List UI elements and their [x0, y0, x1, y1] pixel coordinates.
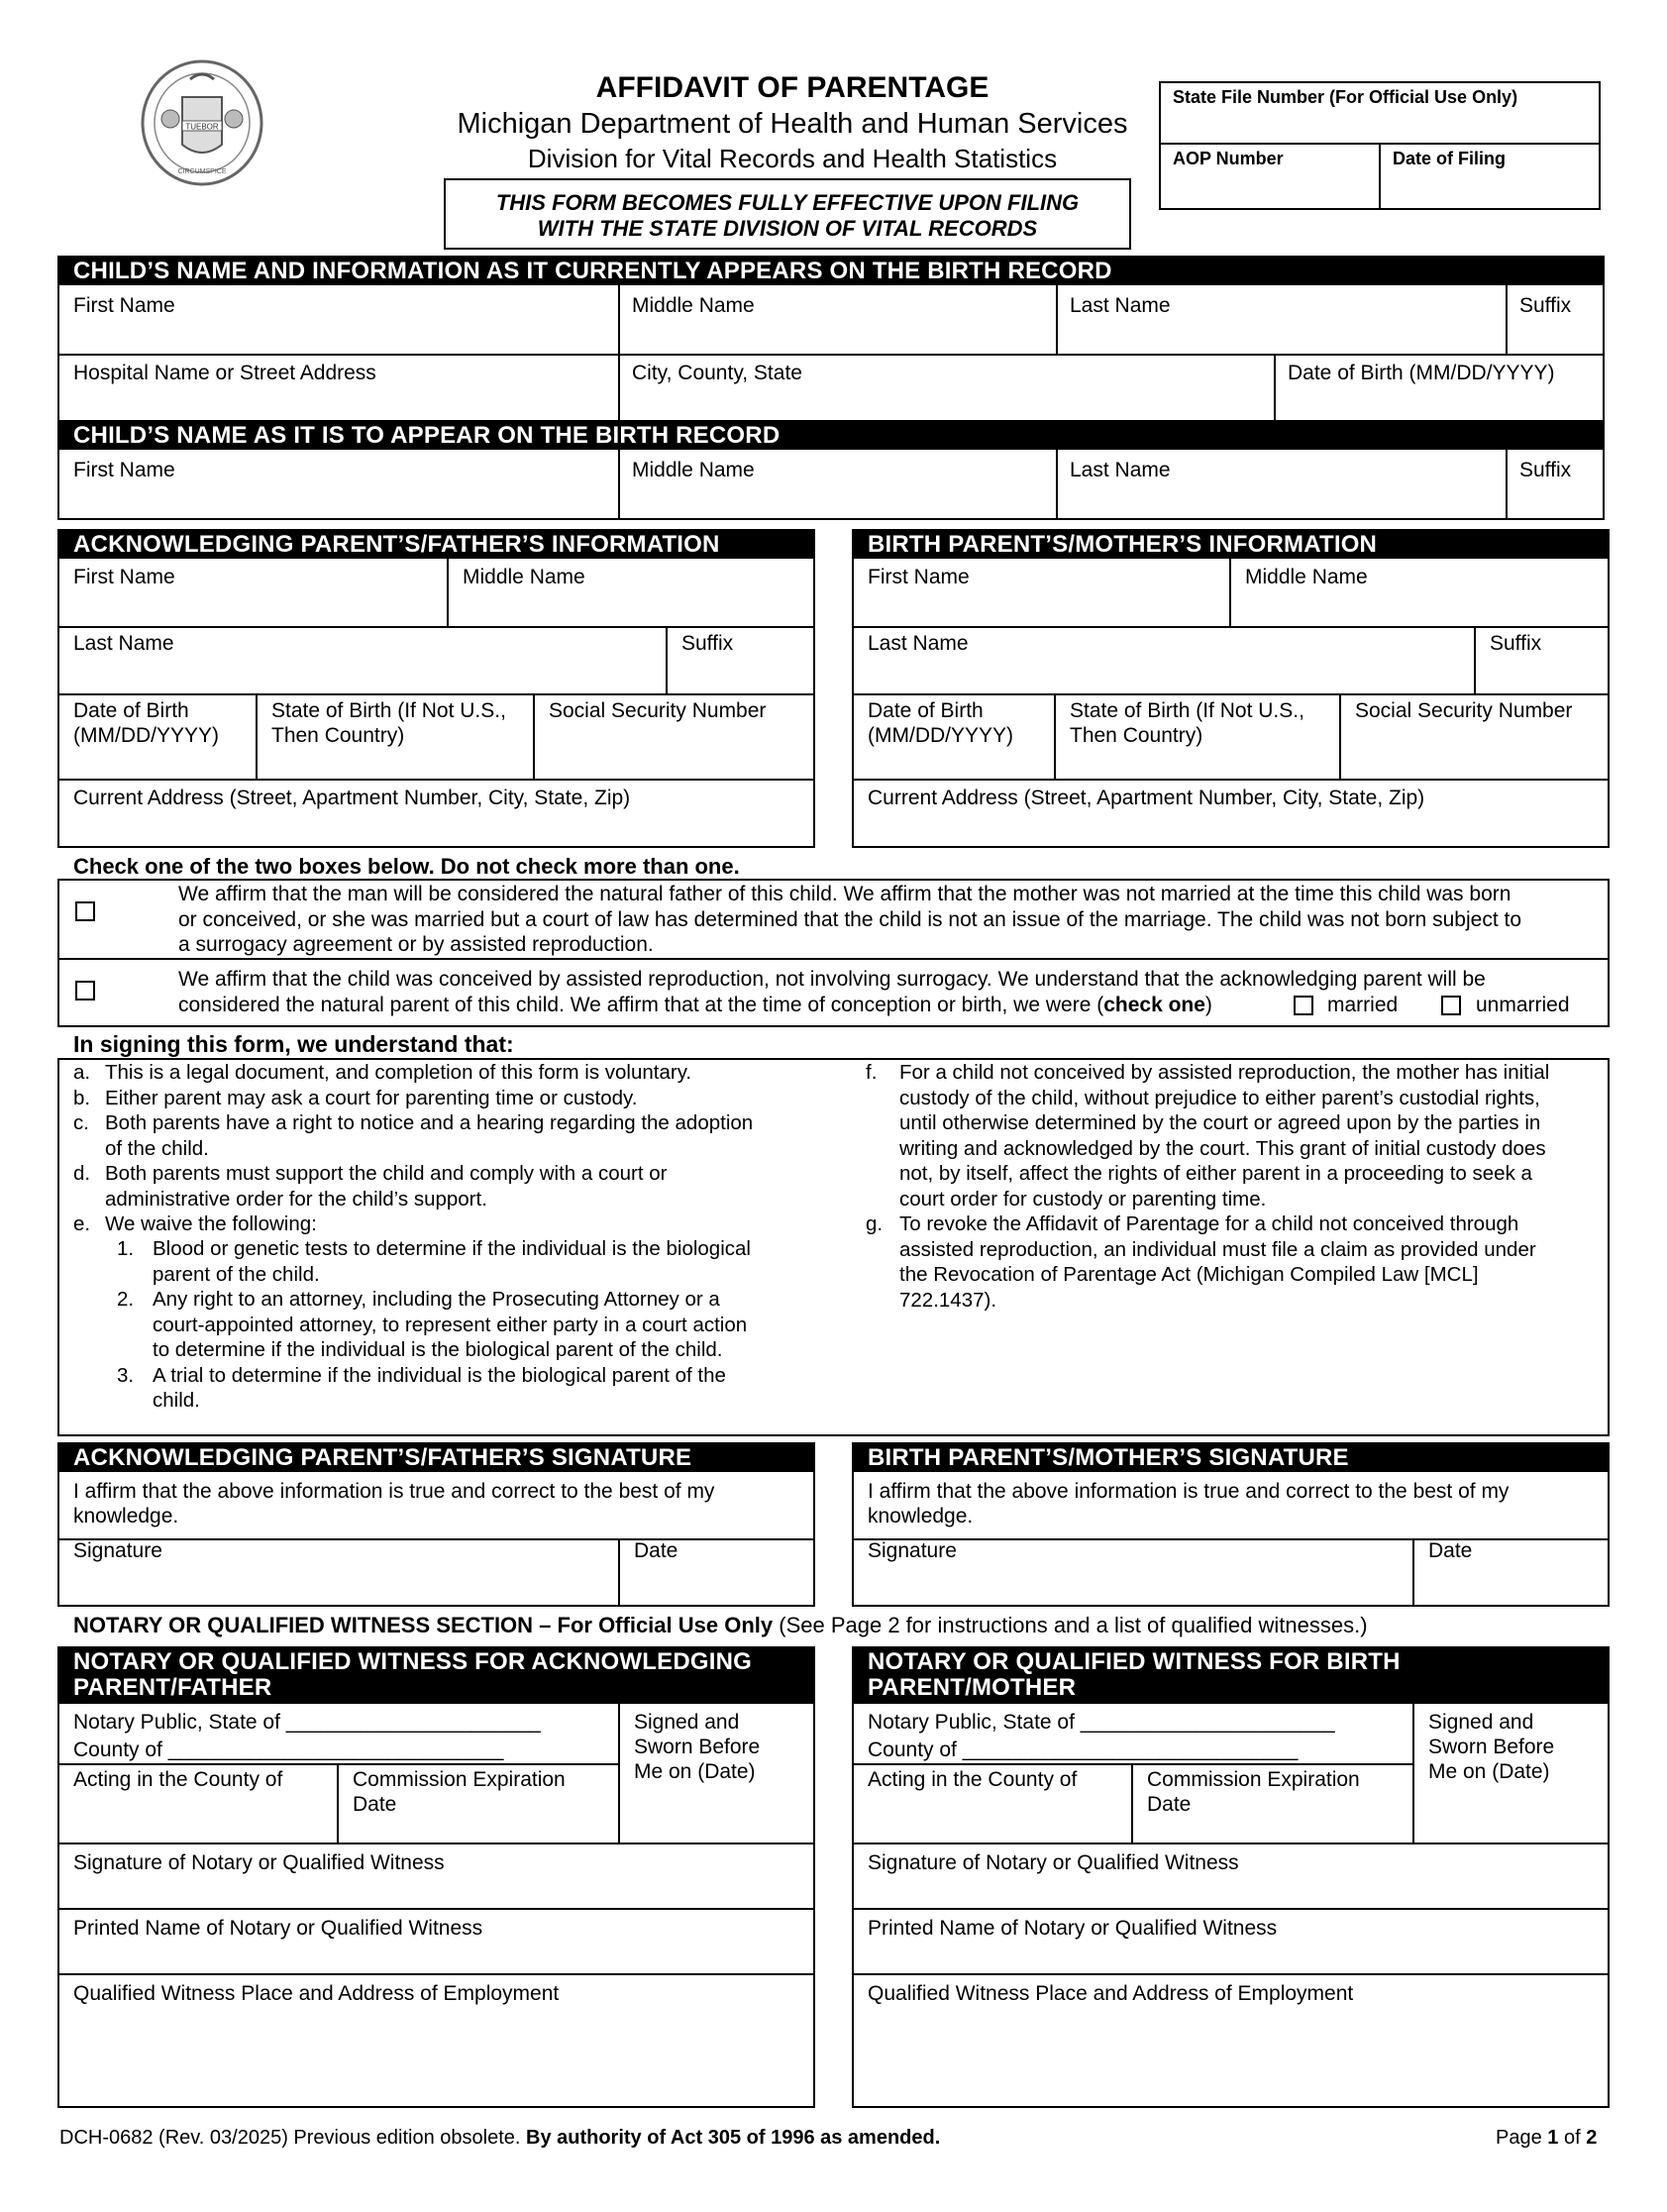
- understand-item: [73, 1161, 836, 1187]
- new-suffix-field[interactable]: Suffix: [1519, 459, 1572, 481]
- notary-father-heading: [57, 1646, 815, 1704]
- item-marker: c.: [73, 1111, 89, 1134]
- state-file-number-label: State File Number (For Official Use Only): [1173, 87, 1518, 107]
- understand-item: [117, 1363, 850, 1389]
- heading-line: PARENT/FATHER: [73, 1674, 272, 1701]
- assisted-reproduction-statement: [178, 967, 1486, 1017]
- understand-item: [866, 1288, 1599, 1314]
- understand-item: [73, 1136, 836, 1162]
- page-current: 1: [1547, 2127, 1559, 2149]
- father-ssn-field[interactable]: Social Security Number: [549, 699, 767, 722]
- item-text: administrative order for the child’s support.: [105, 1187, 487, 1211]
- item-text: This is a legal document, and completion of this form is voluntary.: [105, 1061, 692, 1084]
- mother-last-name-field[interactable]: Last Name: [868, 632, 969, 655]
- notary-father-employment-field[interactable]: Qualified Witness Place and Address of Employment: [73, 1982, 560, 2005]
- child-first-name-field[interactable]: First Name: [73, 294, 175, 317]
- child-new-heading: CHILD’S NAME AS IT IS TO APPEAR ON THE BIRTH RECORD: [57, 420, 1605, 450]
- item-marker: [117, 1313, 153, 1338]
- item-text: Any right to an attorney, including the Prosecuting Attorney or a: [153, 1288, 720, 1311]
- item-marker: 2.: [117, 1288, 135, 1311]
- married-checkbox[interactable]: [1294, 996, 1313, 1015]
- mother-state-of-birth-field[interactable]: State of Birth (If Not U.S.,: [1070, 699, 1304, 722]
- understand-item: [73, 1187, 836, 1212]
- mother-dob-field[interactable]: Date of Birth: [868, 699, 984, 722]
- date-of-filing-label: Date of Filing: [1393, 149, 1506, 168]
- item-text: the Revocation of Parentage Act (Michigan Compiled Law [MCL]: [899, 1263, 1479, 1286]
- item-marker: 3.: [117, 1363, 135, 1387]
- mother-signature-heading: BIRTH PARENT’S/MOTHER’S SIGNATURE: [852, 1442, 1610, 1472]
- notary-father-sworn-line-2: Sworn Before: [634, 1736, 761, 1758]
- item-text: parent of the child.: [153, 1262, 320, 1286]
- mother-address-field[interactable]: Current Address (Street, Apartment Number, City, State, Zip): [868, 787, 1425, 809]
- division-name: Division for Vital Records and Health Statistics: [527, 144, 1058, 173]
- mother-signature-date-field[interactable]: Date: [1428, 1539, 1473, 1562]
- child-suffix-field[interactable]: Suffix: [1519, 294, 1572, 317]
- father-dob-field[interactable]: Date of Birth: [73, 699, 189, 722]
- assisted-reproduction-checkbox[interactable]: [75, 981, 95, 1001]
- item-text: not, by itself, affect the rights of either parent in a proceeding to seek a: [899, 1162, 1532, 1185]
- mother-info-heading: BIRTH PARENT’S/MOTHER’S INFORMATION: [852, 529, 1610, 559]
- item-text: Both parents must support the child and comply with a court or: [105, 1162, 668, 1185]
- understand-item: [866, 1060, 1599, 1086]
- seal-motto: TUEBOR: [185, 122, 219, 132]
- notary-mother-sworn-line-2: Sworn Before: [1428, 1736, 1555, 1758]
- married-label: married: [1327, 994, 1399, 1016]
- notary-mother-commission-field[interactable]: Commission Expiration: [1147, 1768, 1360, 1791]
- notary-father-signature-field[interactable]: Signature of Notary or Qualified Witness: [73, 1851, 445, 1874]
- heading-line: PARENT/MOTHER: [868, 1674, 1077, 1701]
- page-total: 2: [1586, 2127, 1598, 2149]
- father-middle-name-field[interactable]: Middle Name: [463, 566, 585, 588]
- father-dob-format: (MM/DD/YYYY): [73, 724, 219, 747]
- item-marker: a.: [73, 1061, 91, 1084]
- notary-mother-acting-county-field[interactable]: Acting in the County of: [868, 1768, 1078, 1791]
- item-text: to determine if the individual is the biological parent of the child.: [153, 1338, 723, 1361]
- item-marker: [866, 1288, 899, 1314]
- father-suffix-field[interactable]: Suffix: [681, 632, 734, 655]
- item-text: of the child.: [105, 1136, 209, 1160]
- notary-mother-state-field[interactable]: Notary Public, State of ______________________: [868, 1711, 1335, 1734]
- father-signature-heading: ACKNOWLEDGING PARENT’S/FATHER’S SIGNATURE: [57, 1442, 815, 1472]
- understand-item: [117, 1337, 850, 1363]
- item-text: writing and acknowledged by the court. This grant of initial custody does: [899, 1136, 1546, 1160]
- item-marker: [866, 1237, 899, 1263]
- father-affirm-line-2: knowledge.: [73, 1505, 179, 1527]
- notary-father-county-field[interactable]: County of _____________________________: [73, 1738, 504, 1761]
- understand-list-right: [866, 1060, 1599, 1313]
- item-marker: 1.: [117, 1237, 135, 1260]
- item-text: A trial to determine if the individual is the biological parent of the: [153, 1363, 726, 1387]
- understand-item: [117, 1236, 850, 1262]
- notary-mother-employment-field[interactable]: Qualified Witness Place and Address of Employment: [868, 1982, 1354, 2005]
- notary-mother-printed-name-field[interactable]: Printed Name of Notary or Qualified Witness: [868, 1917, 1278, 1940]
- understand-item: [117, 1313, 850, 1338]
- item-marker: f.: [866, 1061, 878, 1084]
- item-text: For a child not conceived by assisted reproduction, the mother has initial: [899, 1061, 1550, 1084]
- form-number: DCH-0682 (Rev. 03/2025) Previous edition obsolete.: [59, 2127, 526, 2149]
- item-text: court-appointed attorney, to represent either party in a court action: [153, 1313, 748, 1336]
- item-marker: [117, 1262, 153, 1288]
- page-label: Page: [1496, 2127, 1548, 2149]
- item-marker: b.: [73, 1086, 91, 1109]
- item-marker: [866, 1086, 899, 1111]
- item-marker: [866, 1262, 899, 1288]
- hospital-address-field[interactable]: Hospital Name or Street Address: [73, 362, 376, 384]
- understand-heading: In signing this form, we understand that:: [73, 1031, 514, 1057]
- understand-item: [866, 1262, 1599, 1288]
- michigan-seal-icon: [139, 57, 265, 188]
- notary-mother-sworn-line-3: Me on (Date): [1428, 1760, 1550, 1783]
- mother-affirm-line-1: I affirm that the above information is true and correct to the best of my: [868, 1480, 1510, 1503]
- item-text: assisted reproduction, an individual must file a claim as provided under: [899, 1237, 1536, 1261]
- form-footer: [59, 2126, 940, 2151]
- item-text: Both parents have a right to notice and a hearing regarding the adoption: [105, 1111, 754, 1134]
- father-address-field[interactable]: Current Address (Street, Apartment Number, City, State, Zip): [73, 787, 631, 809]
- father-signature-field[interactable]: Signature: [73, 1539, 162, 1562]
- understand-item: [117, 1262, 850, 1288]
- notary-intro-note: (See Page 2 for instructions and a list of qualified witnesses.): [773, 1613, 1368, 1637]
- notary-mother-sworn-field[interactable]: Signed and: [1428, 1711, 1534, 1734]
- understand-item: [117, 1388, 850, 1414]
- notary-father-sworn-line-3: Me on (Date): [634, 1760, 756, 1783]
- city-county-state-field[interactable]: City, County, State: [632, 362, 802, 384]
- understand-item: [866, 1211, 1599, 1237]
- seal-motto-2: CIRCUMSPICE: [177, 168, 227, 175]
- mother-affirm-line-2: knowledge.: [868, 1505, 974, 1527]
- father-first-name-field[interactable]: First Name: [73, 566, 175, 588]
- item-marker: [73, 1136, 105, 1162]
- item-text: 722.1437).: [899, 1288, 997, 1312]
- notary-mother-county-field[interactable]: County of _____________________________: [868, 1738, 1299, 1761]
- heading-line: NOTARY OR QUALIFIED WITNESS FOR BIRTH: [868, 1648, 1401, 1675]
- item-marker: e.: [73, 1212, 91, 1235]
- understand-item: [866, 1187, 1599, 1212]
- child-last-name-field[interactable]: Last Name: [1070, 294, 1171, 317]
- item-marker: d.: [73, 1162, 91, 1185]
- father-state-of-birth-field[interactable]: State of Birth (If Not U.S.,: [271, 699, 506, 722]
- father-state-of-birth-note: Then Country): [271, 724, 405, 747]
- effective-notice-line-2: WITH THE STATE DIVISION OF VITAL RECORDS: [537, 216, 1038, 241]
- understand-item: [866, 1136, 1599, 1162]
- item-text: We waive the following:: [105, 1212, 317, 1235]
- statement-line: We affirm that the man will be considered the natural father of this child. We affirm that the mother was not married at the time this child was born: [178, 883, 1511, 905]
- mother-ssn-field[interactable]: Social Security Number: [1355, 699, 1573, 722]
- understand-item: [73, 1211, 836, 1237]
- new-last-name-field[interactable]: Last Name: [1070, 459, 1171, 481]
- father-info-heading: ACKNOWLEDGING PARENT’S/FATHER’S INFORMATION: [57, 529, 815, 559]
- natural-father-statement: [178, 882, 1521, 958]
- understand-sublist: [117, 1236, 850, 1414]
- page-number: [1496, 2126, 1597, 2151]
- child-middle-name-field[interactable]: Middle Name: [632, 294, 755, 317]
- item-text: custody of the child, without prejudice to either parent’s custodial rights,: [899, 1086, 1540, 1109]
- understand-item: [866, 1086, 1599, 1111]
- statement-line: or conceived, or she was married but a court of law has determined that the child is not an issue of the marriage. The child was not born subject to: [178, 907, 1521, 931]
- authority-statement: By authority of Act 305 of 1996 as amended.: [526, 2127, 941, 2149]
- understand-item: [73, 1086, 836, 1111]
- mother-first-name-field[interactable]: First Name: [868, 566, 970, 588]
- notary-section-intro: [73, 1613, 1368, 1637]
- item-marker: [73, 1187, 105, 1212]
- item-text: until otherwise determined by the court or agreed upon by the parties in: [899, 1111, 1541, 1134]
- page-of: of: [1558, 2127, 1587, 2149]
- item-marker: [866, 1136, 899, 1162]
- notary-mother-heading: [852, 1646, 1610, 1704]
- item-text: Blood or genetic tests to determine if the individual is the biological: [153, 1237, 751, 1260]
- notary-father-commission-date: Date: [353, 1793, 397, 1816]
- understand-item: [73, 1060, 836, 1086]
- item-marker: [866, 1161, 899, 1187]
- mother-signature-field[interactable]: Signature: [868, 1539, 957, 1562]
- unmarried-label: unmarried: [1476, 994, 1570, 1016]
- understand-item: [866, 1110, 1599, 1136]
- mother-dob-format: (MM/DD/YYYY): [868, 724, 1013, 747]
- notary-intro-bold: NOTARY OR QUALIFIED WITNESS SECTION – For Official Use Only: [73, 1613, 774, 1637]
- new-middle-name-field[interactable]: Middle Name: [632, 459, 755, 481]
- form-title: AFFIDAVIT OF PARENTAGE: [595, 71, 990, 104]
- understand-list-left: [73, 1060, 836, 1237]
- closing-paren: ): [1204, 993, 1212, 1016]
- notary-father-acting-county-field[interactable]: Acting in the County of: [73, 1768, 283, 1791]
- understand-item: [73, 1110, 836, 1136]
- item-marker: [117, 1388, 153, 1414]
- mother-state-of-birth-note: Then Country): [1070, 724, 1203, 747]
- item-marker: [866, 1110, 899, 1136]
- mother-suffix-field[interactable]: Suffix: [1490, 632, 1542, 655]
- notary-mother-signature-field[interactable]: Signature of Notary or Qualified Witness: [868, 1851, 1239, 1874]
- unmarried-checkbox[interactable]: [1441, 996, 1461, 1015]
- mother-middle-name-field[interactable]: Middle Name: [1245, 566, 1368, 588]
- child-dob-field[interactable]: Date of Birth (MM/DD/YYYY): [1288, 362, 1555, 384]
- understand-item: [117, 1287, 850, 1313]
- check-one-label: check one: [1103, 993, 1205, 1016]
- aop-number-label: AOP Number: [1173, 149, 1284, 168]
- notary-father-printed-name-field[interactable]: Printed Name of Notary or Qualified Witness: [73, 1917, 483, 1940]
- notary-father-state-field[interactable]: Notary Public, State of ______________________: [73, 1711, 541, 1734]
- item-marker: [866, 1187, 899, 1212]
- statement-text: considered the natural parent of this child. We affirm that at the time of conception or birth, we were (: [178, 993, 1104, 1016]
- statement-line: We affirm that the child was conceived by assisted reproduction, not involving surrogacy. We understand that the acknowledging parent will be: [178, 968, 1486, 991]
- item-marker: [117, 1337, 153, 1363]
- heading-line: NOTARY OR QUALIFIED WITNESS FOR ACKNOWLEDGING: [73, 1648, 752, 1675]
- department-name: Michigan Department of Health and Human Services: [457, 108, 1128, 140]
- item-text: court order for custody or parenting time.: [899, 1187, 1267, 1211]
- item-marker: g.: [866, 1212, 884, 1235]
- father-affirm-line-1: I affirm that the above information is true and correct to the best of my: [73, 1480, 715, 1503]
- father-last-name-field[interactable]: Last Name: [73, 632, 174, 655]
- check-instruction: Check one of the two boxes below. Do not check more than one.: [73, 854, 740, 879]
- item-text: Either parent may ask a court for parenting time or custody.: [105, 1086, 638, 1109]
- father-signature-date-field[interactable]: Date: [634, 1539, 678, 1562]
- item-text: child.: [153, 1389, 200, 1412]
- notary-father-commission-field[interactable]: Commission Expiration: [353, 1768, 566, 1791]
- notary-father-sworn-field[interactable]: Signed and: [634, 1711, 740, 1734]
- item-text: To revoke the Affidavit of Parentage for a child not conceived through: [899, 1212, 1519, 1235]
- new-first-name-field[interactable]: First Name: [73, 459, 175, 481]
- child-current-heading: CHILD’S NAME AND INFORMATION AS IT CURRENTLY APPEARS ON THE BIRTH RECORD: [57, 256, 1605, 285]
- effective-notice-line-1: THIS FORM BECOMES FULLY EFFECTIVE UPON FILING: [495, 190, 1080, 215]
- natural-father-checkbox[interactable]: [75, 901, 95, 921]
- notary-mother-commission-date: Date: [1147, 1793, 1192, 1816]
- statement-line: [178, 993, 1486, 1018]
- understand-item: [866, 1237, 1599, 1263]
- understand-item: [866, 1161, 1599, 1187]
- statement-line: a surrogacy agreement or by assisted reproduction.: [178, 933, 654, 956]
